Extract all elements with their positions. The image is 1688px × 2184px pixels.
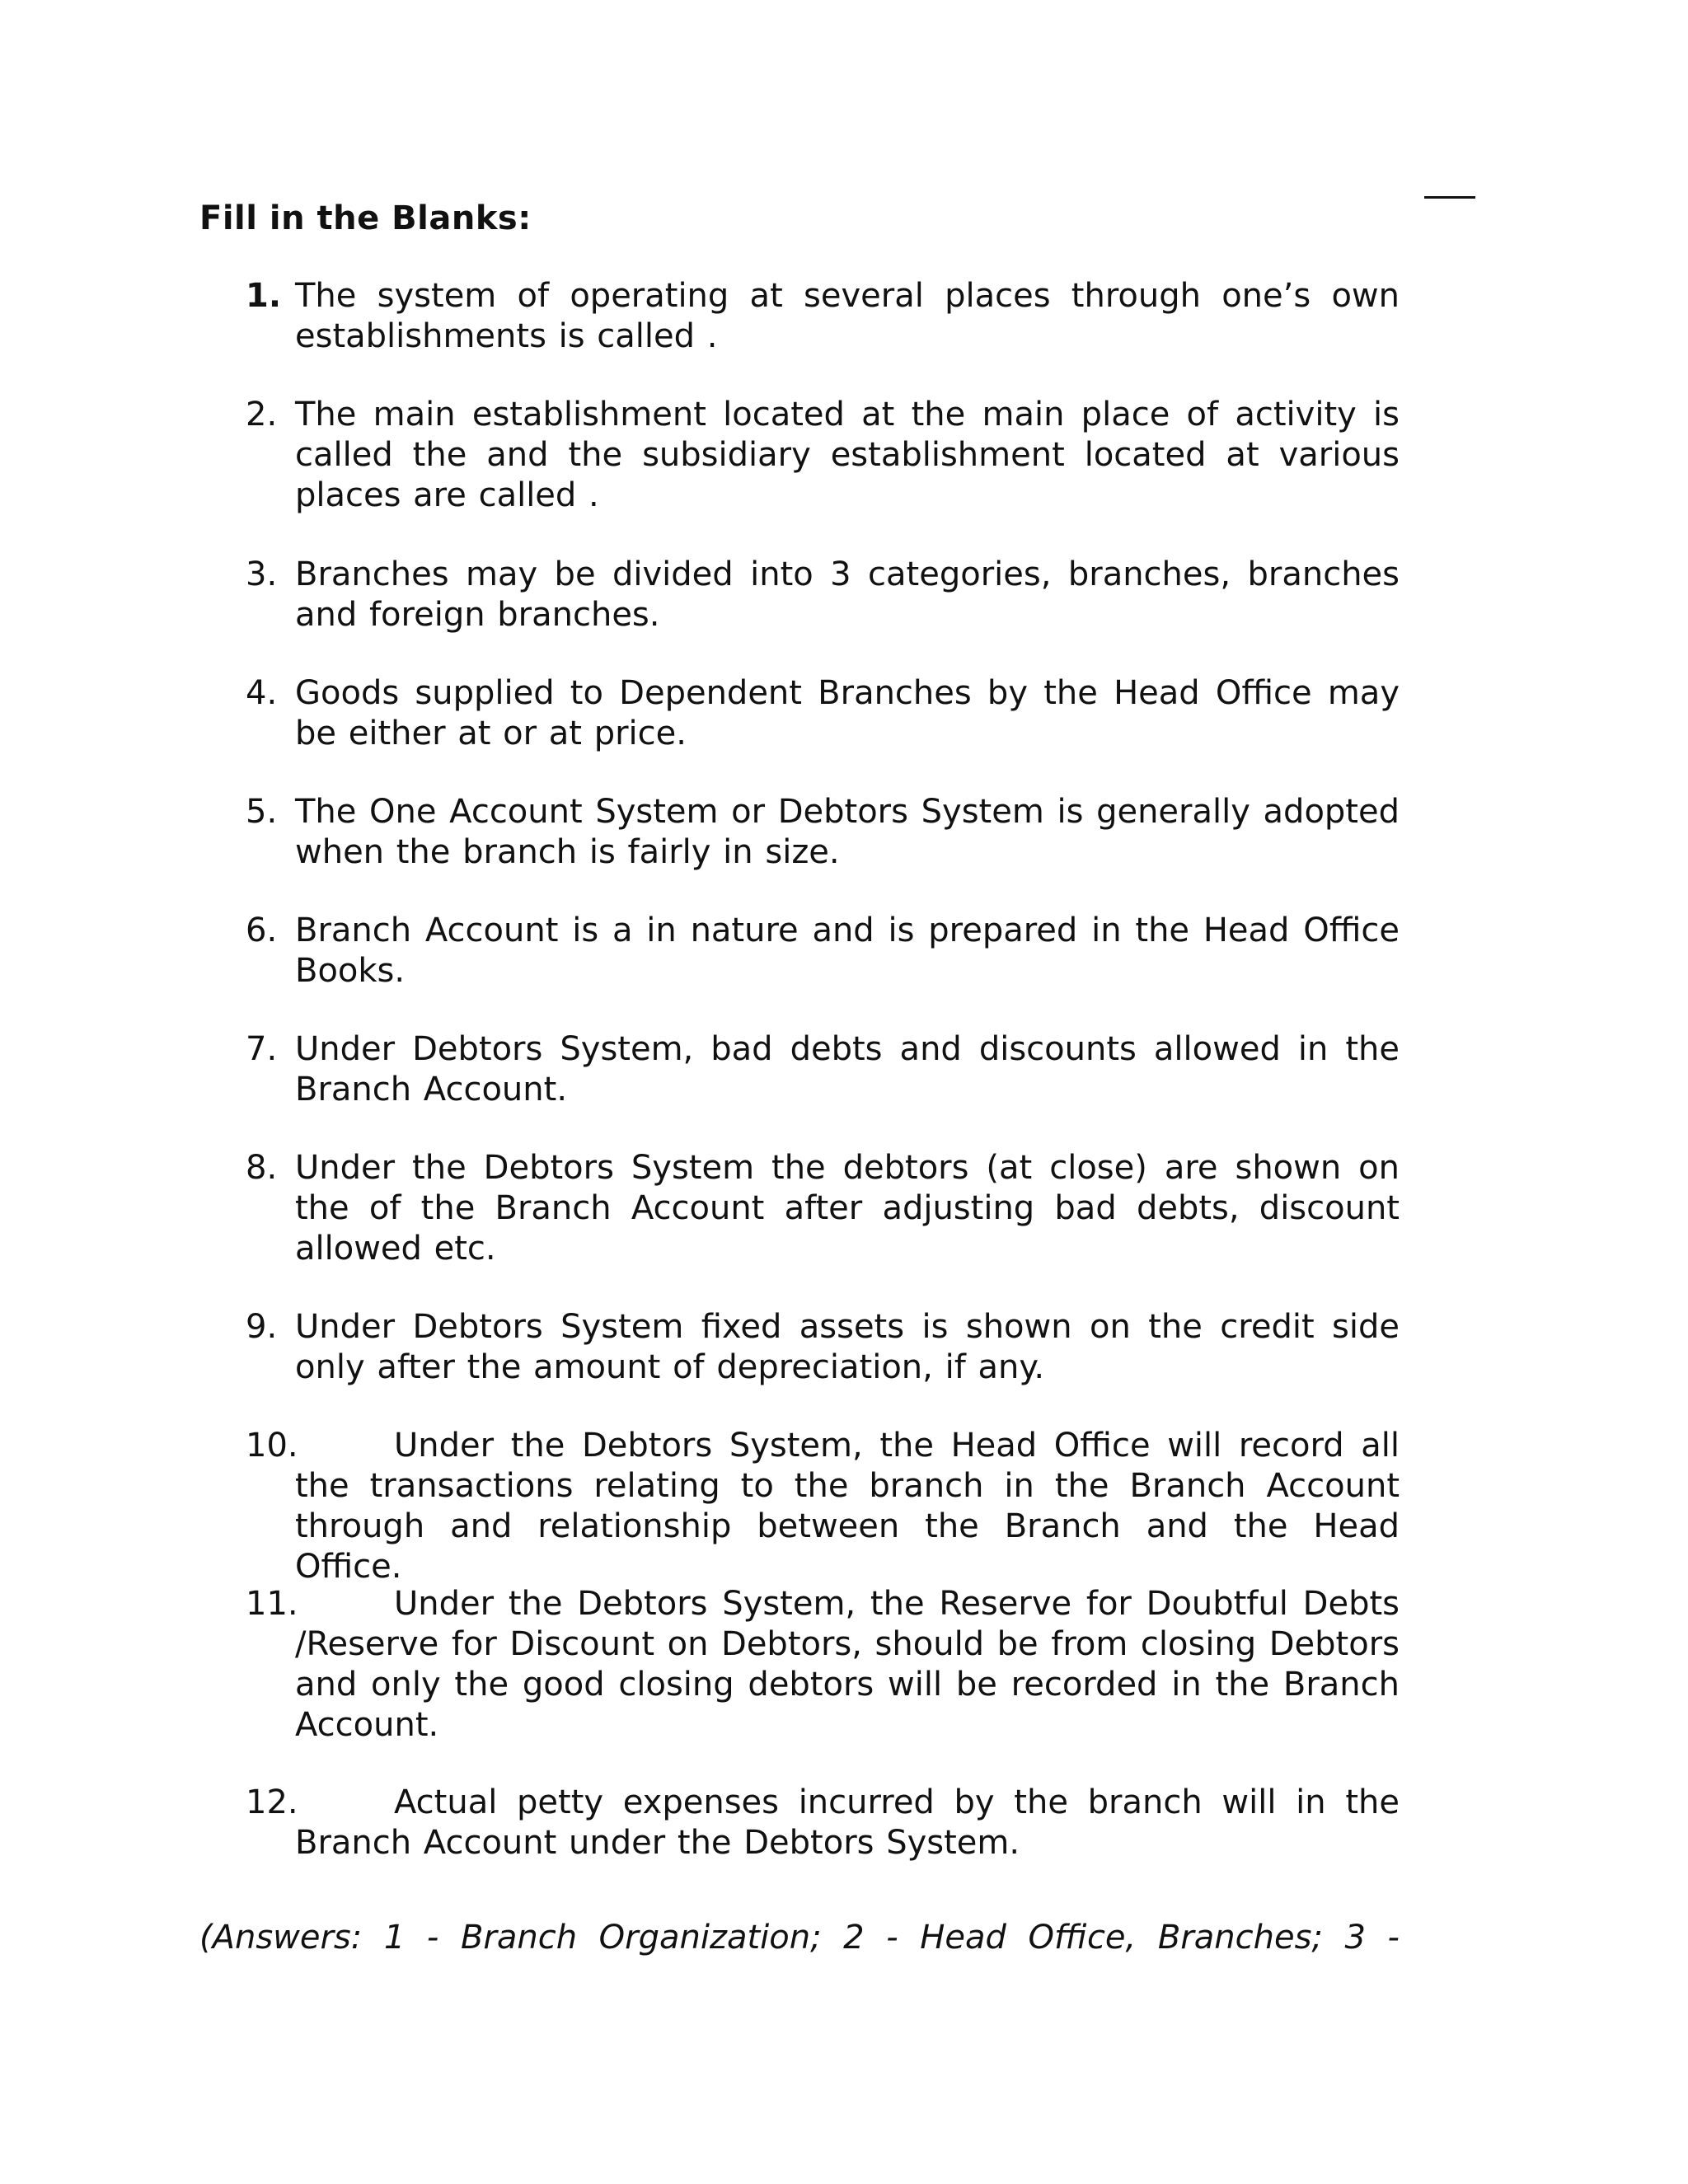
question-12 — [246, 1783, 1400, 1863]
question-2 — [246, 395, 1400, 516]
question-7 — [246, 1029, 1400, 1110]
question-number: 3. — [246, 555, 278, 593]
question-4 — [246, 673, 1400, 754]
corner-rule — [1424, 196, 1475, 199]
question-number: 2. — [246, 396, 278, 434]
question-text: Branch Account is a in nature and is prepared in the Head Office Books. — [295, 912, 1400, 990]
question-number: 12. — [246, 1783, 298, 1821]
question-10 — [246, 1426, 1400, 1587]
question-number: 1. — [246, 277, 282, 315]
question-1 — [246, 276, 1400, 357]
question-text: Under the Debtors System, the Reserve for Doubtful Debts /Reserve for Discount on Debtors, should be from closing Debtors and only the good closing debtors will be recorded in the Branch Account. — [295, 1585, 1400, 1744]
question-3 — [246, 555, 1400, 635]
question-text: Under the Debtors System the debtors (at close) are shown on the of the Branch Account after adjusting bad debts, discount allowed etc. — [295, 1149, 1400, 1268]
question-6 — [246, 911, 1400, 991]
question-9 — [246, 1307, 1400, 1388]
question-number: 9. — [246, 1308, 278, 1346]
question-text: The One Account System or Debtors System is generally adopted when the branch is fairly in size. — [295, 793, 1400, 871]
question-text: The system of operating at several places through one’s own establishments is called . — [295, 277, 1400, 355]
question-text: Actual petty expenses incurred by the branch will in the Branch Account under the Debtors System. — [295, 1783, 1400, 1862]
question-11 — [246, 1584, 1400, 1746]
question-text: Branches may be divided into 3 categories, branches, branches and foreign branches. — [295, 555, 1400, 634]
question-text: Goods supplied to Dependent Branches by the Head Office may be either at or at price. — [295, 674, 1400, 752]
question-text: Under Debtors System, bad debts and discounts allowed in the Branch Account. — [295, 1030, 1400, 1108]
question-number: 6. — [246, 912, 278, 949]
question-text: Under Debtors System fixed assets is shown on the credit side only after the amount of depreciation, if any. — [295, 1308, 1400, 1386]
question-text: Under the Debtors System, the Head Office will record all the transactions relating to the branch in the Branch Account through and relationship between the Branch and the Head Office. — [295, 1427, 1400, 1586]
question-8 — [246, 1148, 1400, 1269]
answers-line: (Answers: 1 - Branch Organization; 2 - Head Office, Branches; 3 - — [199, 1919, 1400, 1957]
question-text: The main establishment located at the main place of activity is called the and the subsidiary establishment located at various places are called . — [295, 396, 1400, 514]
question-number: 8. — [246, 1149, 278, 1187]
question-number: 10. — [246, 1427, 298, 1465]
question-number: 5. — [246, 793, 278, 831]
question-number: 7. — [246, 1030, 278, 1068]
section-title: Fill in the Blanks: — [199, 199, 532, 237]
question-number: 4. — [246, 674, 278, 712]
question-number: 11. — [246, 1585, 298, 1623]
question-5 — [246, 792, 1400, 873]
